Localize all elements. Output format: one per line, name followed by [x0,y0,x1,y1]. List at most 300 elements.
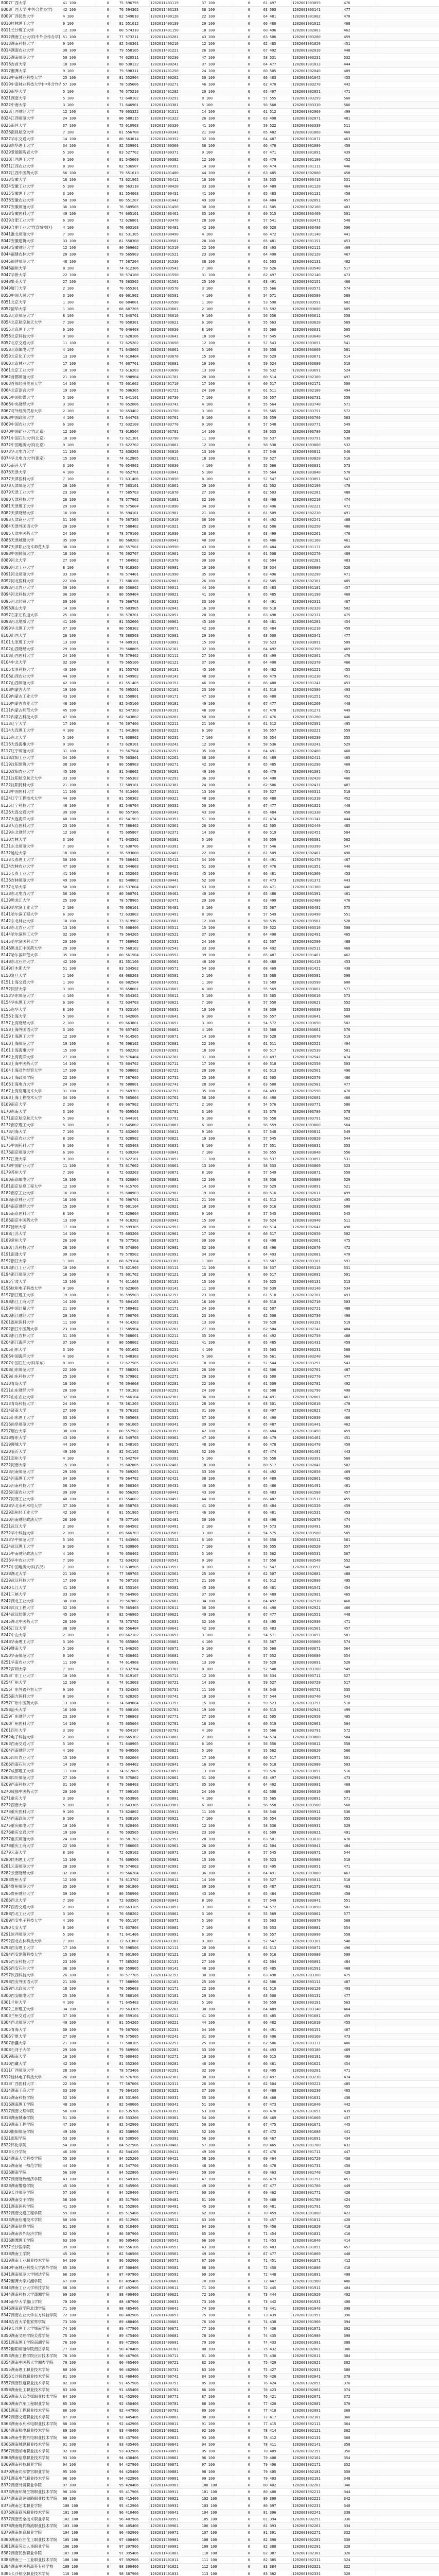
table-cell: 531906 [126,2095,148,2101]
table-cell: 3 100 [63,293,94,299]
table-cell: 80 [110,1340,124,1346]
table-cell: 485 [344,578,375,584]
table-cell: 0 [96,2516,109,2522]
table-cell: 1202001003751 [292,408,342,414]
table-cell: 1202001003460 [292,211,342,217]
table-cell: 537 [270,435,290,442]
table-cell: 0 [96,149,109,156]
table-cell: 29 100 [202,633,233,639]
table-cell: 62 [252,2040,268,2046]
table-cell: 443 [344,877,375,884]
table-cell: 41 100 [202,191,233,197]
table-cell: 0 [96,1401,109,1407]
school-name-cell: 8128大连医科大学 [1,823,61,829]
table-cell: 1202001003390 [292,843,342,850]
table-cell: 1202011400531 [150,2231,200,2237]
table-cell: 480 [270,795,290,802]
table-cell: 0 [96,918,109,924]
table-cell: 558 [270,1115,290,1122]
table-cell: 76 [110,1041,124,1047]
table-cell: 0 [235,163,250,170]
table-cell: 1202001001260 [292,701,342,707]
table-cell: 491 [270,599,290,605]
table-cell: 32 100 [202,646,233,652]
table-cell: 0 [96,408,109,414]
table-cell: 1202011403651 [150,1632,200,1638]
table-cell: 55 100 [202,2095,233,2101]
table-cell: 667902 [126,1101,148,1108]
table-cell: 38 100 [202,7,233,13]
table-cell: 613702 [126,1877,148,1883]
table-cell: 37 100 [63,1503,94,1509]
school-name-cell: 8166上海电力大学 [1,1081,61,1088]
table-cell: 7 100 [63,1129,94,1135]
table-cell: 81 [110,75,124,81]
table-cell: 38 100 [202,259,233,265]
table-cell: 79 [110,755,124,761]
table-cell: 0 [235,55,250,61]
table-cell: 459 [344,625,375,632]
school-name-cell: 8376湖南商务职业技术学院 [1,2510,61,2516]
table-cell: 93 [110,2428,124,2434]
table-cell: 13 100 [63,1217,94,1224]
table-cell: 0 [235,2238,250,2244]
table-cell: 0 [235,361,250,367]
table-cell: 58 [252,1285,268,1292]
table-cell: 62 [252,41,268,47]
table-cell: 576 [270,1101,290,1108]
table-cell: 81 [110,871,124,877]
table-cell: 63 [252,2033,268,2040]
table-cell: 645802 [126,1122,148,1128]
table-cell: 0 [96,333,109,340]
table-cell: 1202011400281 [150,769,200,775]
table-cell: 0 [235,1557,250,1564]
school-name-cell: 8311广西师范大学 [1,2067,61,2074]
table-cell: 101 100 [202,2489,233,2495]
school-name-cell: 8209山东科技大学 [1,1374,61,1380]
table-cell: 0 [235,1510,250,1516]
table-cell: 56 [252,1646,268,1652]
table-cell: 1202001002040 [292,68,342,74]
table-cell: 30 100 [63,2027,94,2033]
table-cell: 0 [235,1177,250,1183]
table-cell: 0 [235,2346,250,2352]
table-cell: 481 [344,115,375,122]
table-cell: 24 100 [63,1836,94,1842]
table-row [0,361,439,367]
table-cell: 687205 [126,306,148,312]
school-name-cell: 8381湖南劳动人事职业学院 [1,2544,61,2550]
school-name-cell: 8355湖南理工职业技术学院 [1,2367,61,2373]
table-cell: 571 [344,1795,375,1802]
table-cell: 366 [344,2414,375,2420]
table-cell: 0 [96,605,109,612]
table-cell: 601104 [126,1204,148,1210]
table-cell: 12 100 [202,1177,233,1183]
table-cell: 1202001003831 [292,1143,342,1149]
table-cell: 0 [235,313,250,319]
table-row [0,204,439,211]
table-cell: 0 [235,367,250,374]
table-cell: 68 100 [63,2285,94,2291]
table-cell: 15 100 [202,1700,233,1706]
table-cell: 1202011403581 [150,293,200,299]
table-cell: 1202001001280 [292,714,342,720]
table-row [0,803,439,809]
table-cell: 605004 [126,1721,148,1727]
table-cell: 0 [96,2482,109,2488]
table-cell: 11 100 [202,435,233,442]
table-cell: 1202001002790 [292,1387,342,1394]
table-cell: 75 [110,1047,124,1054]
table-cell: 540 [270,1809,290,1815]
table-cell: 36 100 [63,1965,94,1972]
table-cell: 1202011403470 [150,217,200,224]
table-cell: 596305 [126,387,148,394]
table-cell: 499 [270,897,290,904]
table-cell: 490 [270,659,290,666]
table-cell: 1202001003720 [292,1680,342,1686]
school-name-cell: 8154华东理工大学 [1,999,61,1006]
table-cell: 572 [344,1727,375,1734]
table-cell: 1202011401930 [150,531,200,537]
table-cell: 20 100 [202,1067,233,1074]
table-cell: 1202001002770 [292,1374,342,1380]
table-cell: 77 [110,1571,124,1577]
table-cell: 73 [110,918,124,924]
table-cell: 22 100 [63,2081,94,2087]
table-cell: 1202001002561 [292,1067,342,1074]
table-cell: 1202011400341 [150,2102,200,2108]
table-cell: 1202011400831 [150,2435,200,2441]
table-cell: 453 [344,680,375,686]
table-row [0,285,439,292]
table-cell: 89 [110,2333,124,2339]
table-cell: 63 [252,633,268,639]
school-name-cell: 8271重庆大学 [1,1795,61,1802]
table-cell: 106 100 [202,2523,233,2529]
table-cell: 1202011402201 [150,1326,200,1332]
table-cell: 342 [344,2496,375,2502]
table-cell: 35 100 [63,952,94,958]
school-name-cell: 8229郑州轻工业大学 [1,1510,61,1516]
table-cell: 4 100 [202,1347,233,1353]
school-name-cell: 8073华北电力大学 [1,449,61,455]
table-cell: 0 [235,408,250,414]
table-cell: 64 [252,2047,268,2053]
table-cell: 14 100 [63,1231,94,1237]
table-cell: 453 [344,871,375,877]
table-row [0,789,439,795]
table-cell: 14 100 [202,1877,233,1883]
table-cell: 75 [252,2353,268,2359]
school-name-cell: 8218鲁东大学 [1,1435,61,1441]
table-cell: 60 [252,374,268,380]
table-cell: 0 [235,149,250,156]
table-cell: 54 100 [202,965,233,972]
table-cell: 502 [344,1462,375,1468]
table-cell: 78 [110,633,124,639]
school-name-cell: 8252深圳大学 [1,1666,61,1672]
table-cell: 1202001003091 [292,639,342,646]
table-cell: 64 [252,1591,268,1598]
table-cell: 652006 [126,401,148,408]
table-cell: 0 [96,959,109,965]
table-cell: 1202011400351 [150,816,200,822]
table-cell: 0 [235,2244,250,2250]
table-cell: 30 100 [202,1517,233,1523]
table-cell: 564105 [126,2088,148,2094]
table-cell: 79 100 [202,2340,233,2346]
table-cell: 1202001002611 [292,1190,342,1196]
table-cell: 36 100 [202,1870,233,1876]
table-cell: 629102 [126,1850,148,1856]
table-cell: 0 [235,415,250,421]
table-cell: 589101 [126,782,148,788]
table-cell: 24 100 [202,387,233,394]
table-cell: 0 [235,1292,250,1298]
table-cell: 435406 [126,2442,148,2448]
table-cell: 49 100 [202,1612,233,1618]
table-cell: 74 [110,55,124,61]
table-cell: 1202001002081 [292,2401,342,2407]
table-cell: 1202011400950 [150,544,200,550]
table-cell: 551207 [126,197,148,204]
table-cell: 620101 [126,741,148,748]
table-cell: 1202011402301 [150,2074,200,2080]
table-cell: 68 [110,1258,124,1264]
table-cell: 0 [235,1761,250,1768]
table-cell: 60 [252,2054,268,2060]
table-cell: 68 [252,2115,268,2121]
table-cell: 0 [235,1067,250,1074]
school-name-cell: 8111内蒙古师范大学 [1,707,61,714]
table-cell: 1202001003230 [292,2088,342,2094]
table-cell: 42 100 [202,625,233,632]
table-cell: 340 [344,2503,375,2509]
table-cell: 514 [344,353,375,360]
table-cell: 350 [344,2469,375,2475]
table-cell: 0 [235,1591,250,1598]
table-cell: 0 [235,1333,250,1339]
table-cell: 0 [96,905,109,911]
table-cell: 535 [344,1687,375,1693]
table-cell: 101 100 [63,2510,94,2516]
table-cell: 417906 [126,2489,148,2495]
table-cell: 76 [110,204,124,210]
school-name-cell: 8244武汉纺织大学 [1,1612,61,1618]
table-cell: 28 100 [63,1619,94,1625]
table-cell: 448 [270,2272,290,2278]
table-cell: 530 [344,435,375,442]
table-cell: 1202001003241 [292,741,342,748]
table-cell: 74 [110,925,124,931]
table-cell: 1 100 [63,299,94,306]
table-cell: 592707 [126,551,148,557]
table-cell: 41 100 [202,1503,233,1509]
table-cell: 509 [270,850,290,856]
table-cell: 485 [270,170,290,176]
table-cell: 66 [252,2163,268,2169]
table-cell: 0 [96,503,109,510]
table-cell: 548105 [126,1442,148,1448]
table-cell: 0 [96,1170,109,1176]
table-cell: 504 [270,1843,290,1849]
table-cell: 622702 [126,442,148,448]
table-cell: 436 [270,2326,290,2332]
table-cell: 71 [110,837,124,843]
table-row [0,387,439,394]
table-cell: 65 [252,1483,268,1489]
table-cell: 485 [344,823,375,829]
table-cell: 0 [96,2571,109,2576]
school-name-cell: 8275重庆邮电大学 [1,1823,61,1829]
table-cell: 0 [235,2217,250,2223]
school-name-cell: 8231武汉大学 [1,1523,61,1530]
table-cell: 24 100 [63,115,94,122]
table-cell: 532 [344,55,375,61]
table-row [0,782,439,789]
table-cell: 472 [344,503,375,510]
table-cell: 80 [110,1503,124,1509]
table-cell: 74 [110,1659,124,1666]
table-cell: 597406 [126,721,148,727]
table-cell: 460 [270,2197,290,2203]
table-cell: 0 [235,1931,250,1938]
school-name-cell: 8147哈尔滨师范大学 [1,952,61,958]
table-cell: 0 [96,531,109,537]
table-cell: 16 100 [202,605,233,612]
table-cell: 35 100 [63,1421,94,1428]
table-cell: 67 [252,803,268,809]
school-name-cell: 8169南京大学 [1,1101,61,1108]
table-cell: 0 [235,1156,250,1162]
table-cell: 511 [270,387,290,394]
table-cell: 73 [110,1823,124,1829]
table-cell: 0 [96,1183,109,1190]
school-name-cell: 8308石河子大学 [1,2047,61,2053]
school-name-cell: 8340中南林业科技大学涉外学院 [1,2265,61,2271]
table-cell: 8 100 [63,1211,94,1217]
table-cell: 0 [235,89,250,95]
school-name-cell: 8270成都中医药大学 [1,1789,61,1795]
table-cell: 1202011400281 [150,2061,200,2067]
table-cell: 0 [235,999,250,1006]
table-cell: 1202011402241 [150,2033,200,2040]
table-cell: 78 [252,2448,268,2454]
table-cell: 19 100 [63,687,94,693]
table-cell: 536 [270,1823,290,1829]
table-cell: 93 100 [63,2455,94,2461]
school-name-cell: 8309海南大学 [1,2054,61,2060]
table-cell: 537 [270,1156,290,1162]
table-cell: 8 100 [202,1897,233,1904]
school-name-cell: 8103山西医科大学 [1,653,61,659]
table-cell: 67 [252,707,268,714]
table-cell: 491 [270,2027,290,2033]
table-cell: 1202011403791 [150,1115,200,1122]
table-cell: 1202011403851 [150,1768,200,1774]
table-cell: 69 [110,1530,124,1536]
table-cell: 1202011400871 [150,2462,200,2468]
table-cell: 619107 [126,1673,148,1679]
table-cell: 1202001003980 [292,565,342,571]
table-cell: 1202011403091 [150,639,200,646]
table-cell: 0 [96,945,109,952]
table-cell: 35 100 [202,748,233,754]
table-cell: 1202001001410 [292,959,342,965]
table-cell: 600106 [126,1707,148,1713]
table-cell: 551012 [126,21,148,27]
table-cell: 573702 [126,1619,148,1625]
table-cell: 1202001003660 [292,1639,342,1645]
table-cell: 19 100 [202,1190,233,1196]
table-cell: 57 [252,1143,268,1149]
table-cell: 79 [110,775,124,782]
table-cell: 557 [270,395,290,401]
table-cell: 70 [110,1109,124,1115]
table-cell: 5 100 [202,1551,233,1557]
table-cell: 1202011402121 [150,1272,200,1278]
school-name-cell: 8063首都经济贸易大学 [1,381,61,387]
table-cell: 72 [110,1557,124,1564]
table-cell: 0 [96,2367,109,2373]
table-cell: 654302 [126,993,148,999]
table-cell: 1202001001691 [292,2136,342,2142]
table-cell: 53 100 [202,2108,233,2114]
table-cell: 1202011403911 [150,1809,200,1815]
table-cell: 1202011402321 [150,2088,200,2094]
school-name-cell: 8046福州大学 [1,265,61,272]
table-cell: 1202001003131 [292,1279,342,1285]
table-cell: 1202011403051 [150,1904,200,1910]
table-cell: 640102 [126,95,148,101]
table-cell: 103 100 [63,2523,94,2529]
table-cell: 0 [235,1537,250,1543]
table-cell: 564 [344,1646,375,1652]
table-cell: 0 [235,701,250,707]
table-cell: 0 [96,748,109,754]
table-cell: 547303 [126,707,148,714]
table-cell: 1202001002881 [292,1571,342,1577]
table-cell: 55 [252,1795,268,1802]
table-cell: 61 [252,1986,268,1992]
table-cell: 79 [110,1095,124,1101]
table-cell: 1202001002051 [292,2380,342,2386]
table-cell: 500 [344,1952,375,1958]
table-cell: 0 [235,81,250,88]
table-cell: 77 [110,782,124,788]
table-cell: 65 [252,625,268,632]
table-cell: 1202011403811 [150,1741,200,1747]
table-cell: 68 [110,299,124,306]
table-cell: 0 [96,2401,109,2407]
table-cell: 530122 [126,61,148,67]
table-cell: 84 [110,2190,124,2196]
table-cell: 1202001002500 [292,939,342,945]
table-cell: 619902 [126,918,148,924]
table-cell: 41 100 [202,123,233,129]
table-cell: 1202011402121 [150,1952,200,1958]
table-cell: 523 [270,1700,290,1706]
table-cell: 1202011402571 [150,1578,200,1584]
table-cell: 1202011402131 [150,1959,200,1965]
table-cell: 9 100 [63,1156,94,1162]
table-cell: 81 [110,959,124,965]
table-cell: 7 100 [202,265,233,272]
school-name-cell: 8342湘潭大学兴湘学院 [1,2278,61,2284]
